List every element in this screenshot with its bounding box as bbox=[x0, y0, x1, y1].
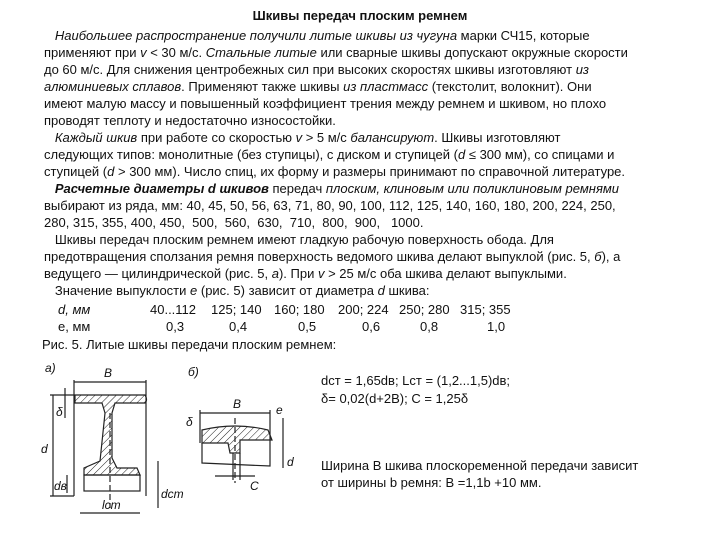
fig-b-label: б) bbox=[188, 365, 199, 379]
text-segment bbox=[44, 28, 55, 43]
text-line bbox=[44, 198, 616, 214]
pulley-a-drawing bbox=[50, 380, 158, 513]
text-line bbox=[44, 45, 628, 61]
d-value: 200; 224 bbox=[338, 302, 389, 317]
text-segment: шкива: bbox=[384, 283, 430, 298]
text-segment: предотвращения сползания ремня поверхность ведомого шкива делают выпуклой (рис. 5, bbox=[44, 249, 595, 264]
e-value: 0,4 bbox=[229, 319, 248, 334]
text-segment: (рис. 5) зависит от диаметра bbox=[197, 283, 378, 298]
text-segment bbox=[44, 130, 55, 145]
pulley-b-drawing bbox=[200, 410, 283, 483]
d-value: 40...112 bbox=[150, 302, 197, 317]
text-segment: ≤ 300 мм), со спицами и bbox=[465, 147, 615, 162]
text-segment: v bbox=[295, 130, 303, 145]
text-segment: 280, 315, 355, 400, 450, 500, 560, 630, 710, 800, 900, 1000. bbox=[44, 215, 424, 230]
fig-a-delta: δ bbox=[56, 405, 63, 419]
fig-a-d: d bbox=[41, 442, 48, 456]
text-segment: d bbox=[107, 164, 115, 179]
d-value: 160; 180 bbox=[274, 302, 325, 317]
text-segment: e bbox=[190, 283, 198, 298]
text-line bbox=[44, 232, 554, 248]
width-note-line-2: от ширины b ремня: B =1,1b +10 мм. bbox=[321, 475, 542, 490]
text-line bbox=[44, 96, 606, 112]
text-segment: > 300 мм). Число спиц, их форму и размеры принимают по справочной литературе. bbox=[114, 164, 626, 179]
text-line bbox=[44, 62, 589, 78]
text-segment: из bbox=[575, 62, 589, 77]
text-segment: d bbox=[457, 147, 466, 162]
d-value: 250; 280 bbox=[399, 302, 450, 317]
text-segment: балансируют bbox=[350, 130, 435, 145]
text-segment: имеют малую массу и повышенный коэффициент трения между ремнем и шкивом, но плохо bbox=[44, 96, 607, 111]
formula-line-1: dст = 1,65dв; Lст = (1,2...1,5)dв; bbox=[321, 373, 511, 388]
text-segment: Расчетные диаметры d шкивов bbox=[54, 181, 269, 196]
text-segment: из пластмасс bbox=[343, 79, 429, 94]
text-line bbox=[44, 249, 620, 265]
text-segment: или сварные шкивы допускают окружные скорости bbox=[316, 45, 628, 60]
text-segment: проводят теплоту и недостаточно износостойки. bbox=[44, 113, 336, 128]
text-segment: < 30 м/с. bbox=[146, 45, 206, 60]
width-note-line-1: Ширина B шкива плоскоременной передачи зависит bbox=[321, 458, 639, 473]
text-segment: ступицей ( bbox=[44, 164, 108, 179]
text-segment: Шкивы передач плоским ремнем имеют гладкую рабочую поверхность обода. Для bbox=[44, 232, 554, 247]
text-segment: d bbox=[377, 283, 385, 298]
text-segment: . Применяют также шкивы bbox=[181, 79, 344, 94]
text-segment: Значение выпуклости bbox=[44, 283, 191, 298]
table-row-e bbox=[44, 319, 704, 335]
text-line bbox=[44, 130, 560, 146]
text-segment: Каждый шкив bbox=[54, 130, 138, 145]
text-line bbox=[44, 266, 567, 282]
text-line bbox=[44, 283, 429, 299]
text-segment: применяют при bbox=[44, 45, 141, 60]
d-value: 315; 355 bbox=[460, 302, 511, 317]
text-segment bbox=[44, 181, 55, 196]
fig-b-delta: δ bbox=[186, 415, 193, 429]
e-value: 0,5 bbox=[298, 319, 317, 334]
text-line bbox=[44, 147, 614, 163]
text-segment: а bbox=[271, 266, 279, 281]
text-segment: Наибольшее распространение получили литые шкивы из чугуна bbox=[54, 28, 458, 43]
text-segment: алюминиевых сплавов bbox=[44, 79, 182, 94]
text-segment: ведущего — цилиндрической (рис. 5, bbox=[44, 266, 272, 281]
e-value: 0,6 bbox=[362, 319, 381, 334]
text-segment: . Шкивы изготовляют bbox=[434, 130, 561, 145]
e-value: 0,8 bbox=[420, 319, 439, 334]
text-segment: передач bbox=[268, 181, 326, 196]
formula-line-2: δ= 0,02(d+2B); C = 1,25δ bbox=[321, 391, 469, 406]
text-segment: марки СЧ15, которые bbox=[457, 28, 590, 43]
fig-b-e: e bbox=[276, 403, 283, 417]
e-value: 1,0 bbox=[487, 319, 506, 334]
text-segment: ), а bbox=[601, 249, 621, 264]
d-value: 125; 140 bbox=[211, 302, 262, 317]
text-segment: ). При bbox=[278, 266, 318, 281]
fig-a-lst: lст bbox=[102, 498, 121, 512]
page-title: Шкивы передач плоским ремнем bbox=[252, 8, 468, 23]
e-value: 0,3 bbox=[166, 319, 185, 334]
pulley-drawings bbox=[40, 358, 310, 528]
text-segment: > 5 м/с bbox=[302, 130, 351, 145]
text-segment: до 60 м/с. Для снижения центробежных сил при высоких скоростях шкивы изготовляют bbox=[44, 62, 576, 77]
figure-caption: Рис. 5. Литые шкивы передачи плоским ремнем: bbox=[42, 337, 337, 352]
fig-b-d: d bbox=[287, 455, 294, 469]
text-segment: б bbox=[594, 249, 602, 264]
text-segment: Стальные литые bbox=[205, 45, 317, 60]
text-segment: v bbox=[140, 45, 147, 60]
text-segment: плоским, клиновым или поликлиновым ремнями bbox=[325, 181, 620, 196]
fig-b-C: C bbox=[250, 479, 259, 493]
e-label: e, мм bbox=[58, 319, 91, 334]
table-row-d bbox=[44, 302, 704, 318]
text-line bbox=[44, 113, 336, 129]
text-segment: (текстолит, волокнит). Они bbox=[428, 79, 592, 94]
text-segment: при работе со скоростью bbox=[137, 130, 296, 145]
text-segment: > 25 м/с оба шкива делают выпуклыми. bbox=[324, 266, 567, 281]
text-segment: v bbox=[317, 266, 325, 281]
text-segment: следующих типов: монолитные (без ступицы), с диском и ступицей ( bbox=[44, 147, 458, 162]
fig-a-dst: dст bbox=[161, 487, 184, 501]
text-segment: выбирают из ряда, мм: 40, 45, 50, 56, 63, 71, 80, 90, 100, 112, 125, 140, 160, 180, 200, 224, 250, bbox=[44, 198, 616, 213]
text-line bbox=[44, 164, 625, 180]
text-line bbox=[44, 79, 592, 95]
text-line bbox=[44, 181, 619, 197]
d-label: d, мм bbox=[58, 302, 91, 317]
text-line bbox=[44, 215, 423, 231]
fig-a-dv: dв bbox=[54, 479, 67, 493]
fig-a-label: а) bbox=[45, 361, 56, 375]
fig-a-B: B bbox=[104, 366, 113, 380]
text-line bbox=[44, 28, 590, 44]
fig-b-B: B bbox=[233, 397, 242, 411]
